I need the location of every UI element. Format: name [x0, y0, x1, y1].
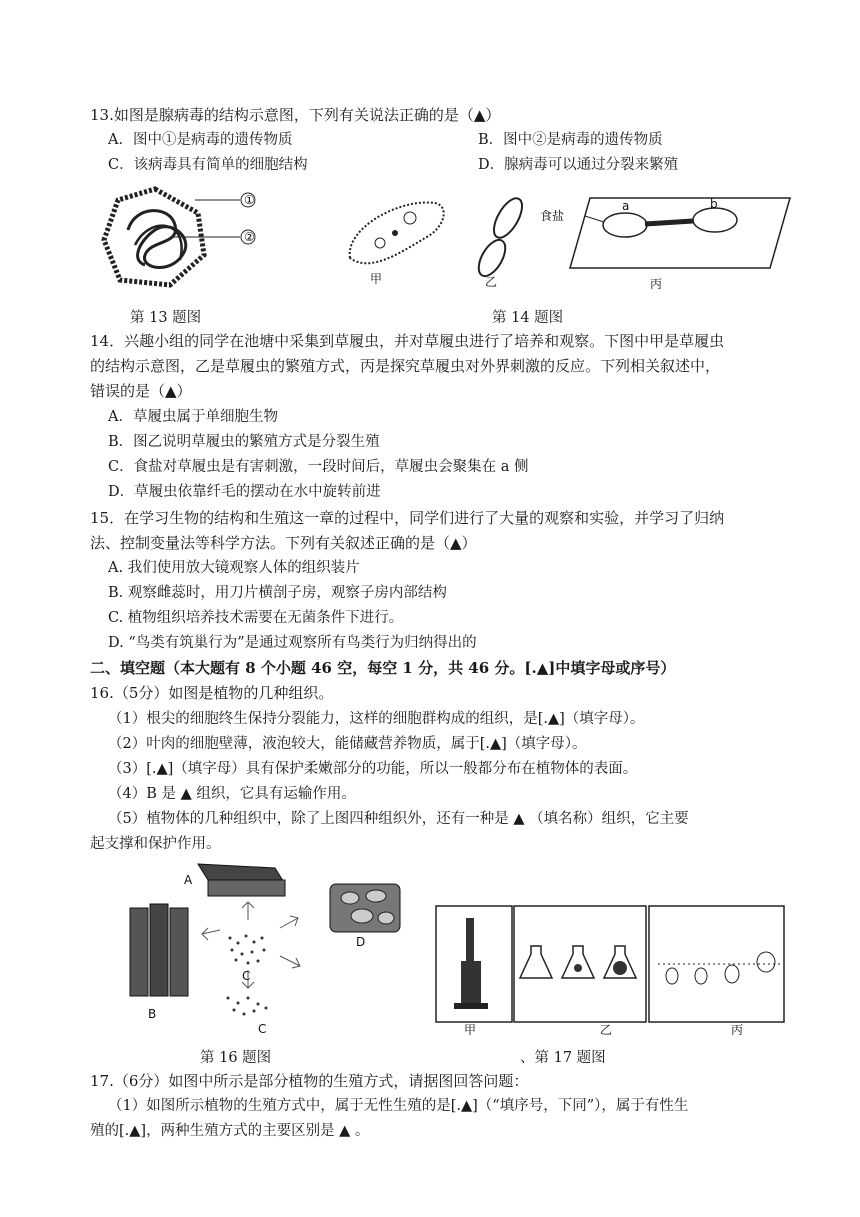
q15-stem-line2: 法、控制变量法等科学方法。下列有关叙述正确的是（▲）	[90, 534, 477, 552]
plant-reproduction-figure	[436, 906, 786, 1041]
fig14-caption: 第 14 题图	[492, 310, 564, 326]
label-b: b	[710, 197, 718, 211]
q14-stem-line1: 14．兴趣小组的同学在池塘中采集到草履虫，并对草履虫进行了培养和观察。下图中甲是草履虫	[90, 332, 725, 350]
q15-option-a: A. 我们使用放大镜观察人体的组织装片	[108, 560, 360, 576]
label-a: a	[622, 199, 630, 213]
q15-option-b: B. 观察雌蕊时，用刀片横剖子房，观察子房内部结构	[108, 585, 447, 601]
fig17-caption: 、第 17 题图	[520, 1050, 606, 1066]
q13-option-d: D．腺病毒可以通过分裂来繁殖	[478, 157, 679, 173]
adenovirus-figure	[100, 185, 270, 295]
q17-item1-line1: （1）如图所示植物的生殖方式中，属于无性生殖的是[.▲]（“填序号，下同”），属于有性生	[108, 1098, 689, 1114]
label-B: B	[148, 1007, 157, 1021]
plant-tissue-figure	[120, 858, 420, 1038]
q14-option-c: C．食盐对草履虫是有害刺激，一段时间后，草履虫会聚集在 a 侧	[108, 459, 529, 475]
q13-option-c: C．该病毒具有简单的细胞结构	[108, 157, 308, 173]
q16-item-4: （4）B 是 ▲ 组织，它具有运输作用。	[108, 786, 356, 802]
label-D: D	[356, 935, 366, 949]
q16-item-5: （5）植物体的几种组织中，除了上图四种组织外，还有一种是 ▲ （填名称）组织，它主要	[108, 811, 689, 827]
label-yi: 乙	[485, 275, 498, 289]
label-bing: 丙	[650, 277, 663, 291]
label-salt: 食盐	[540, 209, 565, 223]
q14-option-a: A．草履虫属于单细胞生物	[108, 409, 278, 425]
q13-option-a: A．图中①是病毒的遗传物质	[108, 132, 293, 148]
label-17-yi: 乙	[600, 1023, 613, 1037]
q13-option-b: B．图中②是病毒的遗传物质	[478, 132, 663, 148]
label-C: C	[242, 969, 251, 983]
q16-stem: 16.（5分）如图是植物的几种组织。	[90, 684, 334, 702]
label-17-jia: 甲	[464, 1023, 477, 1037]
fig13-caption: 第 13 题图	[130, 310, 202, 326]
label-2: ②	[244, 230, 255, 244]
section2-heading: 二、填空题（本大题有 8 个小题 46 空，每空 1 分，共 46 分。[.▲]中填字母或序号）	[90, 659, 676, 677]
q13-stem: 13.如图是腺病毒的结构示意图，下列有关说法正确的是（▲）	[90, 106, 501, 124]
label-A: A	[184, 873, 193, 887]
q16-item-3: （3）[.▲]（填字母）具有保护柔嫩部分的功能，所以一般都分布在植物体的表面。	[108, 761, 638, 777]
q14-option-d: D．草履虫依靠纤毛的摆动在水中旋转前进	[108, 484, 381, 500]
label-jia: 甲	[370, 272, 383, 286]
q14-option-b: B．图乙说明草履虫的繁殖方式是分裂生殖	[108, 434, 380, 450]
label-1: ①	[244, 193, 255, 207]
label-17-bing: 丙	[731, 1023, 744, 1037]
q17-item1-line2: 殖的[.▲]，两种生殖方式的主要区别是 ▲ 。	[90, 1123, 370, 1139]
q15-option-c: C. 植物组织培养技术需要在无菌条件下进行。	[108, 610, 404, 626]
label-C2: C	[258, 1022, 267, 1036]
q16-item-5-cont: 起支撑和保护作用。	[90, 836, 221, 852]
paramecium-figure	[340, 188, 800, 298]
q14-stem-line2: 的结构示意图，乙是草履虫的繁殖方式，丙是探究草履虫对外界刺激的反应。下列相关叙述中，	[90, 357, 721, 375]
fig16-caption: 第 16 题图	[200, 1050, 272, 1066]
q15-option-d: D. “鸟类有筑巢行为”是通过观察所有鸟类行为归纳得出的	[108, 635, 477, 651]
q17-stem: 17.（6分）如图中所示是部分植物的生殖方式，请据图回答问题：	[90, 1072, 529, 1090]
q16-item-1: （1）根尖的细胞终生保持分裂能力，这样的细胞群构成的组织，是[.▲]（填字母）。	[108, 711, 645, 727]
q14-stem-line3: 错误的是（▲）	[90, 382, 192, 400]
q15-stem-line1: 15．在学习生物的结构和生殖这一章的过程中，同学们进行了大量的观察和实验，并学习了归纳	[90, 509, 725, 527]
q16-item-2: （2）叶肉的细胞壁薄，液泡较大，能储藏营养物质，属于[.▲]（填字母）。	[108, 736, 587, 752]
